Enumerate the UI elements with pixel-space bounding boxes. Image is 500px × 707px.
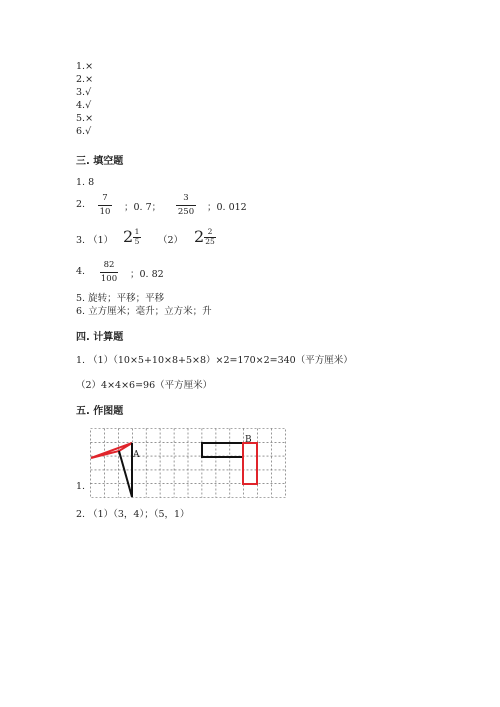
section4-q1: 1. （1）（10×5+10×8+5×8）×2=170×2=340（平方厘米） bbox=[76, 355, 353, 366]
judge-mark: × bbox=[85, 74, 94, 85]
section4-title: 四. 计算题 bbox=[76, 332, 124, 343]
fraction-3-250 bbox=[176, 193, 196, 218]
section5-q1-num: 1. bbox=[76, 481, 86, 492]
judge-item-5 bbox=[76, 113, 93, 124]
section3-q2-mid: ；0. 7； bbox=[124, 202, 162, 213]
black-l-shape bbox=[202, 443, 243, 457]
fraction-denominator: 100 bbox=[100, 274, 118, 284]
section3-q4-tail: ；0. 82 bbox=[130, 269, 164, 280]
label-a: A bbox=[133, 450, 140, 460]
section5-q2: 2. （1）（3，4）；（5，1） bbox=[76, 509, 190, 520]
judge-item-3 bbox=[76, 87, 91, 98]
black-angle-shape bbox=[119, 443, 132, 497]
section3-q1: 1. 8 bbox=[76, 177, 95, 188]
judge-mark: √ bbox=[85, 126, 92, 137]
section3-q3-lead: 3. （1） bbox=[76, 235, 114, 246]
section4-q2: （2）4×4×6=96（平方厘米） bbox=[76, 380, 213, 391]
judge-item-2 bbox=[76, 74, 93, 85]
judge-item-6 bbox=[76, 126, 91, 137]
mixed-number-frac bbox=[204, 228, 216, 246]
fraction-bar bbox=[98, 205, 112, 206]
fraction-82-100 bbox=[100, 260, 118, 285]
judge-mark: × bbox=[85, 61, 94, 72]
fraction-bar bbox=[100, 272, 118, 273]
section3-q2-num: 2. bbox=[76, 199, 86, 210]
fraction-numerator: 3 bbox=[183, 193, 189, 203]
fraction-bar bbox=[176, 205, 196, 206]
section3-title: 三. 填空题 bbox=[76, 156, 124, 167]
section3-q5: 5. 旋转；平移；平移 bbox=[76, 293, 165, 304]
judge-mark: √ bbox=[85, 100, 92, 111]
fraction-7-10 bbox=[98, 193, 112, 218]
section5-title: 五. 作图题 bbox=[76, 406, 124, 417]
fraction-denominator: 5 bbox=[134, 237, 140, 246]
red-rectangle-shape bbox=[243, 443, 257, 484]
judge-num: 4. bbox=[76, 100, 86, 111]
fraction-numerator: 7 bbox=[102, 193, 108, 203]
section3-q2-tail: ；0. 012 bbox=[207, 202, 247, 213]
label-b: B bbox=[245, 435, 252, 445]
fraction-numerator: 1 bbox=[134, 227, 140, 236]
fraction-denominator: 25 bbox=[205, 237, 215, 246]
red-triangle-shape bbox=[91, 443, 132, 458]
section3-q4-num: 4. bbox=[76, 266, 86, 277]
judge-num: 5. bbox=[76, 113, 86, 124]
fraction-numerator: 82 bbox=[103, 260, 115, 270]
fraction-denominator: 10 bbox=[99, 207, 111, 217]
judge-num: 6. bbox=[76, 126, 86, 137]
fraction-denominator: 250 bbox=[177, 207, 195, 217]
judge-item-1 bbox=[76, 61, 93, 72]
section3-q3-mid: （2） bbox=[158, 235, 184, 246]
judge-mark: √ bbox=[85, 87, 92, 98]
judge-item-4 bbox=[76, 100, 91, 111]
mixed-number-int: 2 bbox=[194, 227, 205, 246]
drawing-grid-figure bbox=[89, 427, 289, 502]
fraction-numerator: 2 bbox=[207, 227, 213, 236]
mixed-number-frac bbox=[133, 228, 141, 246]
judge-num: 2. bbox=[76, 74, 86, 85]
judge-num: 1. bbox=[76, 61, 86, 72]
mixed-number-int: 2 bbox=[123, 227, 134, 246]
section3-q6: 6. 立方厘米；毫升；立方米；升 bbox=[76, 306, 212, 317]
judge-num: 3. bbox=[76, 87, 86, 98]
judge-mark: × bbox=[85, 113, 94, 124]
